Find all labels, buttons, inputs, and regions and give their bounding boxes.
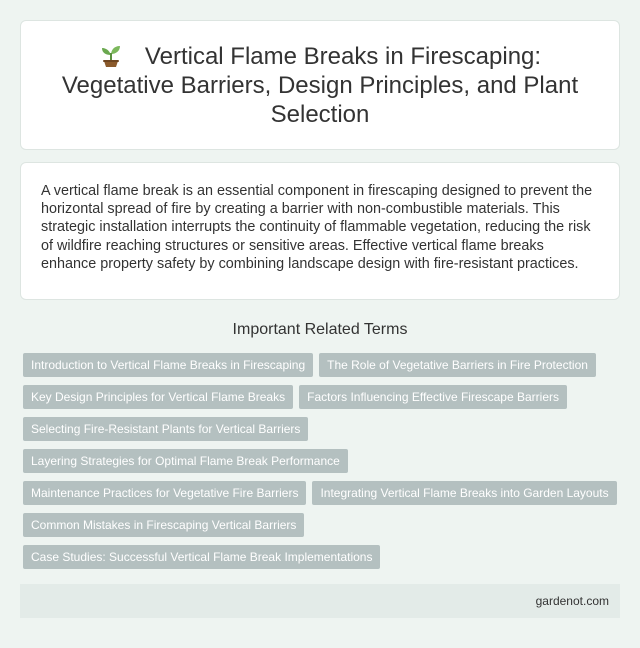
tag-row [23,353,623,377]
related-term-tag[interactable]: Maintenance Practices for Vegetative Fire Barriers [23,481,306,505]
related-term-tag[interactable]: The Role of Vegetative Barriers in Fire Protection [319,353,596,377]
tag-row [23,513,623,537]
tag-row [23,481,623,505]
related-term-tag[interactable]: Introduction to Vertical Flame Breaks in Firescaping [23,353,313,377]
related-term-tag[interactable]: Selecting Fire-Resistant Plants for Vertical Barriers [23,417,308,441]
tag-row [23,385,623,409]
related-term-tag[interactable]: Factors Influencing Effective Firescape Barriers [299,385,567,409]
tag-row [23,545,623,569]
tag-row [23,449,623,473]
footer-site-link[interactable]: gardenot.com [535,594,609,608]
related-term-tag[interactable]: Key Design Principles for Vertical Flame Breaks [23,385,293,409]
related-term-tag[interactable]: Case Studies: Successful Vertical Flame Break Implementations [23,545,380,569]
seedling-icon [99,43,123,67]
summary-text: A vertical flame break is an essential component in firescaping designed to prevent the horizontal spread of fire by creating a barrier with non-combustible materials. This strategic installation interrupts the continuity of flammable vegetation, reducing the risk of wildfire reaching structures or sensitive areas. Effective vertical flame breaks enhance property safety by combining landscape design with fire-resistant practices. [41,183,593,272]
footer [20,584,620,618]
related-terms-list [23,353,623,577]
tag-row [23,417,623,441]
related-terms-heading: Important Related Terms [232,321,408,338]
summary-card [20,162,620,300]
title-card [20,20,620,150]
page-title [41,42,599,129]
page-title-text: Vertical Flame Breaks in Firescaping: Vegetative Barriers, Design Principles, and Plant Selection [61,42,579,128]
related-term-tag[interactable]: Integrating Vertical Flame Breaks into Garden Layouts [312,481,616,505]
related-term-tag[interactable]: Layering Strategies for Optimal Flame Break Performance [23,449,348,473]
related-term-tag[interactable]: Common Mistakes in Firescaping Vertical Barriers [23,513,304,537]
